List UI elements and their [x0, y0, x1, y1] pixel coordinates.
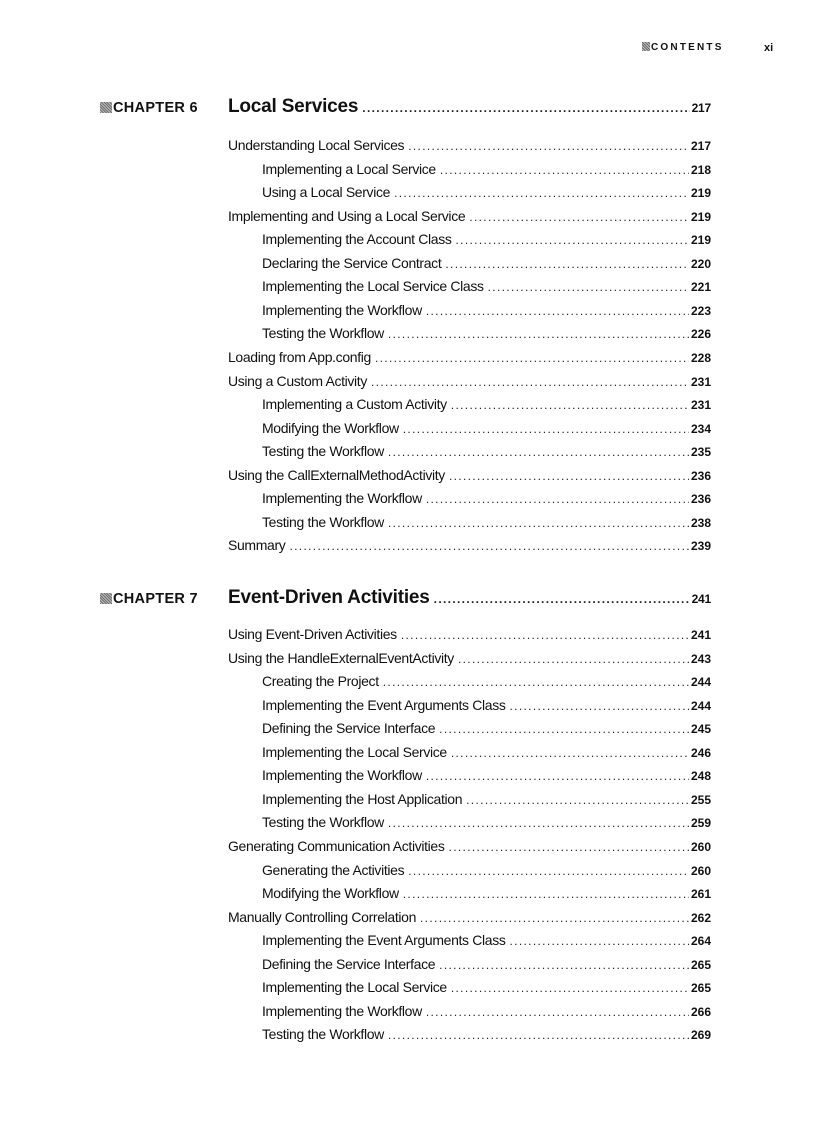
entry-page-number: 235: [690, 445, 711, 460]
toc-entry-subsection[interactable]: [262, 325, 711, 341]
leader-dots: [466, 793, 689, 807]
entry-title: Defining the Service Interface: [262, 955, 436, 972]
shade-marker-icon: [100, 102, 112, 113]
chapter-title: Event-Driven Activities: [228, 587, 430, 608]
entry-title: Summary: [228, 537, 286, 554]
toc-entry-subsection[interactable]: [262, 767, 711, 783]
entry-title: Implementing and Using a Local Service: [228, 207, 466, 224]
entry-title: Implementing the Workflow: [262, 301, 422, 318]
toc-entry-section[interactable]: [228, 373, 711, 389]
entry-page-number: 259: [690, 816, 711, 831]
running-header: [600, 42, 780, 58]
leader-dots: [458, 652, 689, 666]
entry-page-number: 265: [690, 981, 711, 996]
entry-title: Understanding Local Services: [228, 137, 405, 153]
entry-title: Using the HandleExternalEventActivity: [228, 649, 454, 666]
leader-dots: [426, 492, 689, 506]
entry-title: Implementing a Custom Activity: [262, 396, 447, 413]
entry-page-number: 221: [690, 280, 711, 295]
leader-dots: [451, 398, 689, 412]
entry-title: Implementing the Workflow: [262, 490, 422, 507]
shade-marker-icon: [642, 42, 650, 51]
toc-entry-subsection[interactable]: [262, 420, 711, 436]
toc-entry-subsection[interactable]: [262, 490, 711, 506]
leader-dots: [449, 469, 689, 483]
toc-entry-section[interactable]: [228, 349, 711, 365]
chapter-title-row[interactable]: [228, 587, 711, 609]
leader-dots: [388, 816, 689, 830]
entry-page-number: 244: [690, 675, 711, 690]
entry-title: Implementing the Event Arguments Class: [262, 932, 506, 949]
entry-page-number: 239: [690, 539, 711, 554]
entry-title: Implementing a Local Service: [262, 160, 436, 177]
toc-entry-subsection[interactable]: [262, 184, 711, 200]
toc-entry-section[interactable]: [228, 467, 711, 483]
entry-title: Generating Communication Activities: [228, 837, 445, 854]
toc-entry-section[interactable]: [228, 626, 711, 642]
toc-entry-subsection[interactable]: [262, 1003, 711, 1019]
entry-title: Generating the Activities: [262, 861, 405, 878]
leader-dots: [375, 351, 689, 365]
entry-title: Implementing the Workflow: [262, 1002, 422, 1019]
toc-entry-subsection[interactable]: [262, 720, 711, 736]
entry-page-number: 223: [690, 303, 711, 318]
entry-title: Creating the Project: [262, 673, 379, 690]
entry-page-number: 226: [690, 327, 711, 342]
entry-page-number: 260: [690, 839, 711, 854]
leader-dots: [426, 769, 689, 783]
chapter-page-number: 217: [691, 101, 711, 115]
leader-dots: [440, 163, 689, 177]
entry-page-number: 243: [690, 651, 711, 666]
leader-dots: [388, 327, 689, 341]
entry-page-number: 219: [690, 209, 711, 224]
chapter-label: [100, 591, 198, 607]
entry-page-number: 264: [690, 934, 711, 949]
entry-page-number: 231: [690, 374, 711, 389]
entry-page-number: 234: [690, 421, 711, 436]
leader-dots: [408, 139, 689, 153]
leader-dots: [439, 958, 689, 972]
chapter-label-text: CHAPTER 6: [113, 100, 198, 116]
toc-entry-subsection[interactable]: [262, 744, 711, 760]
entry-title: Using Event-Driven Activities: [228, 626, 397, 642]
leader-dots: [451, 746, 689, 760]
chapter-title: Local Services: [228, 96, 359, 117]
leader-dots: [289, 539, 689, 553]
leader-dots: [445, 257, 689, 271]
entry-page-number: 241: [690, 628, 711, 642]
chapter-title-row[interactable]: [228, 96, 711, 118]
leader-dots: [388, 1028, 689, 1042]
leader-dots: [383, 675, 689, 689]
toc-entry-subsection[interactable]: [262, 862, 711, 878]
entry-page-number: 262: [690, 910, 711, 925]
chapter-label: [100, 100, 198, 116]
entry-page-number: 238: [690, 515, 711, 530]
running-header-page-number: xi: [764, 42, 774, 54]
entry-page-number: 220: [690, 256, 711, 271]
leader-dots: [394, 186, 689, 200]
entry-page-number: 219: [690, 186, 711, 201]
entry-page-number: 244: [690, 698, 711, 713]
entry-title: Testing the Workflow: [262, 513, 384, 530]
entry-title: Declaring the Service Contract: [262, 254, 442, 271]
entry-title: Modifying the Workflow: [262, 885, 399, 902]
entry-page-number: 217: [690, 139, 711, 153]
toc-entry-section[interactable]: [228, 537, 711, 553]
entry-page-number: 219: [690, 233, 711, 248]
entry-page-number: 248: [690, 769, 711, 784]
leader-dots: [439, 722, 689, 736]
chapter-page-number: 241: [691, 592, 711, 606]
toc-entry-subsection[interactable]: [262, 697, 711, 713]
chapter-label-text: CHAPTER 7: [113, 591, 198, 607]
leader-dots: [434, 592, 690, 606]
entry-page-number: 265: [690, 957, 711, 972]
leader-dots: [426, 1005, 689, 1019]
entry-title: Implementing the Local Service: [262, 979, 447, 996]
toc-entry-subsection[interactable]: [262, 396, 711, 412]
leader-dots: [403, 887, 689, 901]
leader-dots: [469, 210, 689, 224]
toc-entry-section[interactable]: [228, 909, 711, 925]
entry-title: Testing the Workflow: [262, 443, 384, 460]
entry-page-number: 261: [690, 887, 711, 902]
toc-entry-subsection[interactable]: [262, 161, 711, 177]
entry-title: Using the CallExternalMethodActivity: [228, 466, 445, 483]
toc-entry-section[interactable]: [228, 208, 711, 224]
entry-page-number: 266: [690, 1004, 711, 1019]
running-header-section: [642, 42, 724, 53]
running-header-section-label: CONTENTS: [651, 42, 724, 53]
entry-title: Implementing the Local Service: [262, 743, 447, 760]
entry-title: Modifying the Workflow: [262, 419, 399, 436]
entry-title: Implementing the Workflow: [262, 767, 422, 784]
leader-dots: [510, 934, 689, 948]
entry-title: Defining the Service Interface: [262, 720, 436, 737]
entry-title: Implementing the Account Class: [262, 231, 452, 248]
entry-title: Implementing the Event Arguments Class: [262, 696, 506, 713]
entry-title: Using a Local Service: [262, 184, 391, 201]
entry-page-number: 231: [690, 398, 711, 413]
entry-title: Loading from App.config: [228, 348, 371, 365]
entry-page-number: 260: [690, 863, 711, 878]
toc-entry-subsection[interactable]: [262, 956, 711, 972]
entry-page-number: 236: [690, 468, 711, 483]
leader-dots: [451, 981, 689, 995]
entry-page-number: 269: [690, 1028, 711, 1043]
leader-dots: [426, 304, 689, 318]
leader-dots: [510, 699, 689, 713]
entry-title: Using a Custom Activity: [228, 372, 367, 389]
leader-dots: [401, 628, 689, 642]
leader-dots: [456, 233, 689, 247]
entry-title: Implementing the Local Service Class: [262, 278, 484, 295]
toc-entry-subsection[interactable]: [262, 443, 711, 459]
toc-entry-subsection[interactable]: [262, 255, 711, 271]
toc-entry-section[interactable]: [228, 838, 711, 854]
toc-entry-subsection[interactable]: [262, 979, 711, 995]
leader-dots: [388, 516, 689, 530]
entry-title: Implementing the Host Application: [262, 790, 463, 807]
shade-marker-icon: [100, 593, 112, 604]
entry-title: Testing the Workflow: [262, 814, 384, 831]
entry-title: Testing the Workflow: [262, 1026, 384, 1043]
entry-page-number: 228: [690, 350, 711, 365]
leader-dots: [408, 864, 689, 878]
toc-entry-subsection[interactable]: [262, 814, 711, 830]
toc-entry-subsection[interactable]: [262, 673, 711, 689]
entry-title: Testing the Workflow: [262, 325, 384, 342]
toc-entry-subsection[interactable]: [262, 1026, 711, 1042]
leader-dots: [403, 422, 689, 436]
toc-entry-subsection[interactable]: [262, 302, 711, 318]
leader-dots: [371, 375, 689, 389]
leader-dots: [362, 101, 689, 115]
toc-entry-subsection[interactable]: [262, 278, 711, 294]
leader-dots: [449, 840, 689, 854]
toc-entry-subsection[interactable]: [262, 932, 711, 948]
toc-entry-section[interactable]: [228, 137, 711, 153]
entry-page-number: 245: [690, 722, 711, 737]
toc-entry-subsection[interactable]: [262, 885, 711, 901]
leader-dots: [488, 280, 689, 294]
toc-entry-subsection[interactable]: [262, 231, 711, 247]
toc-entry-subsection[interactable]: [262, 791, 711, 807]
entry-page-number: 218: [690, 162, 711, 177]
toc-entry-section[interactable]: [228, 650, 711, 666]
toc-entry-subsection[interactable]: [262, 514, 711, 530]
entry-page-number: 246: [690, 745, 711, 760]
leader-dots: [420, 911, 689, 925]
entry-page-number: 236: [690, 492, 711, 507]
entry-title: Manually Controlling Correlation: [228, 908, 417, 925]
entry-page-number: 255: [690, 792, 711, 807]
leader-dots: [388, 445, 689, 459]
